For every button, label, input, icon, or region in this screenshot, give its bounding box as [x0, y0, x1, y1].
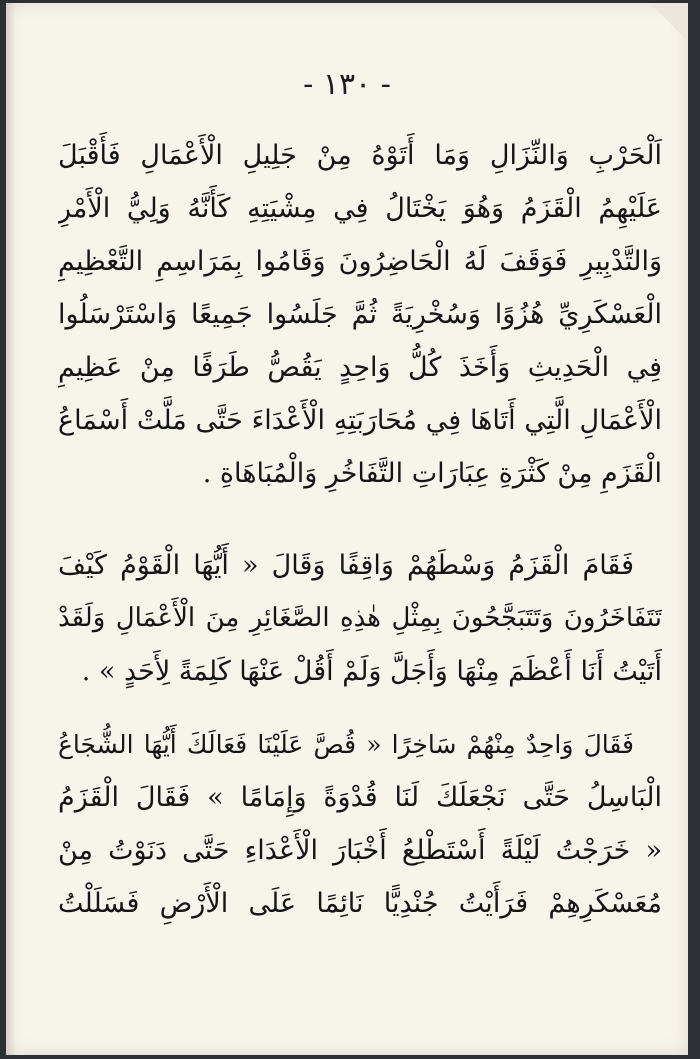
text-line: فَقَامَ الْقَزَمُ وَسْطَهُمْ وَاقِفًا وَقَالَ « أَيُّهَا الْقَوْمُ كَيْفَ	[58, 550, 634, 581]
text-line: أَتَيْتُ أَنَا أَعْظَمَ مِنْهَا وَأَجَلَّ وَلَمْ أَقُلْ عَنْهَا كَلِمَةً لِأَحَدٍ » .	[81, 656, 662, 687]
page-number: - ١٣٠ -	[303, 67, 391, 102]
text-line: الْأَعْمَالِ الَّتِي أَتَاهَا فِي مُحَارَبَتِهِ الْأَعْدَاءَ حَتَّى مَلَّتْ أَسْمَاعُ	[58, 405, 662, 436]
text-line: تَتَفَاخَرُونَ وَتَتَبَجَّحُونَ بِمِثْلِ هٰذِهِ الصَّغَائِرِ مِنَ الْأَعْمَالِ وَلَقَدْ	[58, 603, 662, 633]
book-page	[6, 3, 688, 1055]
text-line: اَلْحَرْبِ وَالنِّزَالِ وَمَا أَتَوْهُ مِنْ جَلِيلِ الْأَعْمَالِ فَأَقْبَلَ	[58, 140, 662, 171]
text-line: الْبَاسِلُ حَتَّى نَجْعَلَكَ لَنَا قُدْوَةً وَإِمَامًا » فَقَالَ الْقَزَمُ	[58, 782, 662, 813]
paragraph-2	[58, 539, 662, 698]
text-line: « خَرَجْتُ لَيْلَةً أَسْتَطْلِعُ أَخْبَارَ الْأَعْدَاءِ حَتَّى دَنَوْتُ مِنْ	[58, 835, 662, 866]
paragraph-1	[58, 129, 662, 500]
text-line: فِي الْحَدِيثِ وَأَخَذَ كُلُّ وَاحِدٍ يَقُصُّ طَرَفًا مِنْ عَظِيمِ	[58, 352, 662, 383]
text-line: الْعَسْكَرِيِّ هُزُوًا وَسُخْرِيَةً ثُمَّ جَلَسُوا جَمِيعًا وَاسْتَرْسَلُوا	[58, 299, 662, 330]
page-corner-fold	[644, 3, 688, 43]
text-line: عَلَيْهِمُ الْقَزَمُ وَهُوَ يَخْتَالُ فِي مِشْيَتِهِ كَأَنَّهُ وَلِيُّ الْأَمْرِ	[58, 193, 662, 224]
text-line: وَالتَّدْبِيرِ فَوَقَفَ لَهُ الْحَاضِرُونَ وَقَامُوا بِمَرَاسِمِ التَّعْظِيمِ	[58, 246, 662, 277]
text-line: فَقَالَ وَاحِدٌ مِنْهُمْ سَاخِرًا « قُصَّ عَلَيْنَا فَعَالَكَ أَيُّهَا الشُّجَاعُ	[58, 730, 634, 759]
text-line: مُعَسْكَرِهِمْ فَرَأَيْتُ جُنْدِيًّا نَائِمًا عَلَى الْأَرْضِ فَسَلَلْتُ	[58, 888, 662, 919]
text-line: الْقَزَمِ مِنْ كَثْرَةِ عِبَارَاتِ التَّفَاخُرِ وَالْمُبَاهَاةِ .	[202, 458, 662, 489]
paragraph-3	[58, 718, 662, 930]
